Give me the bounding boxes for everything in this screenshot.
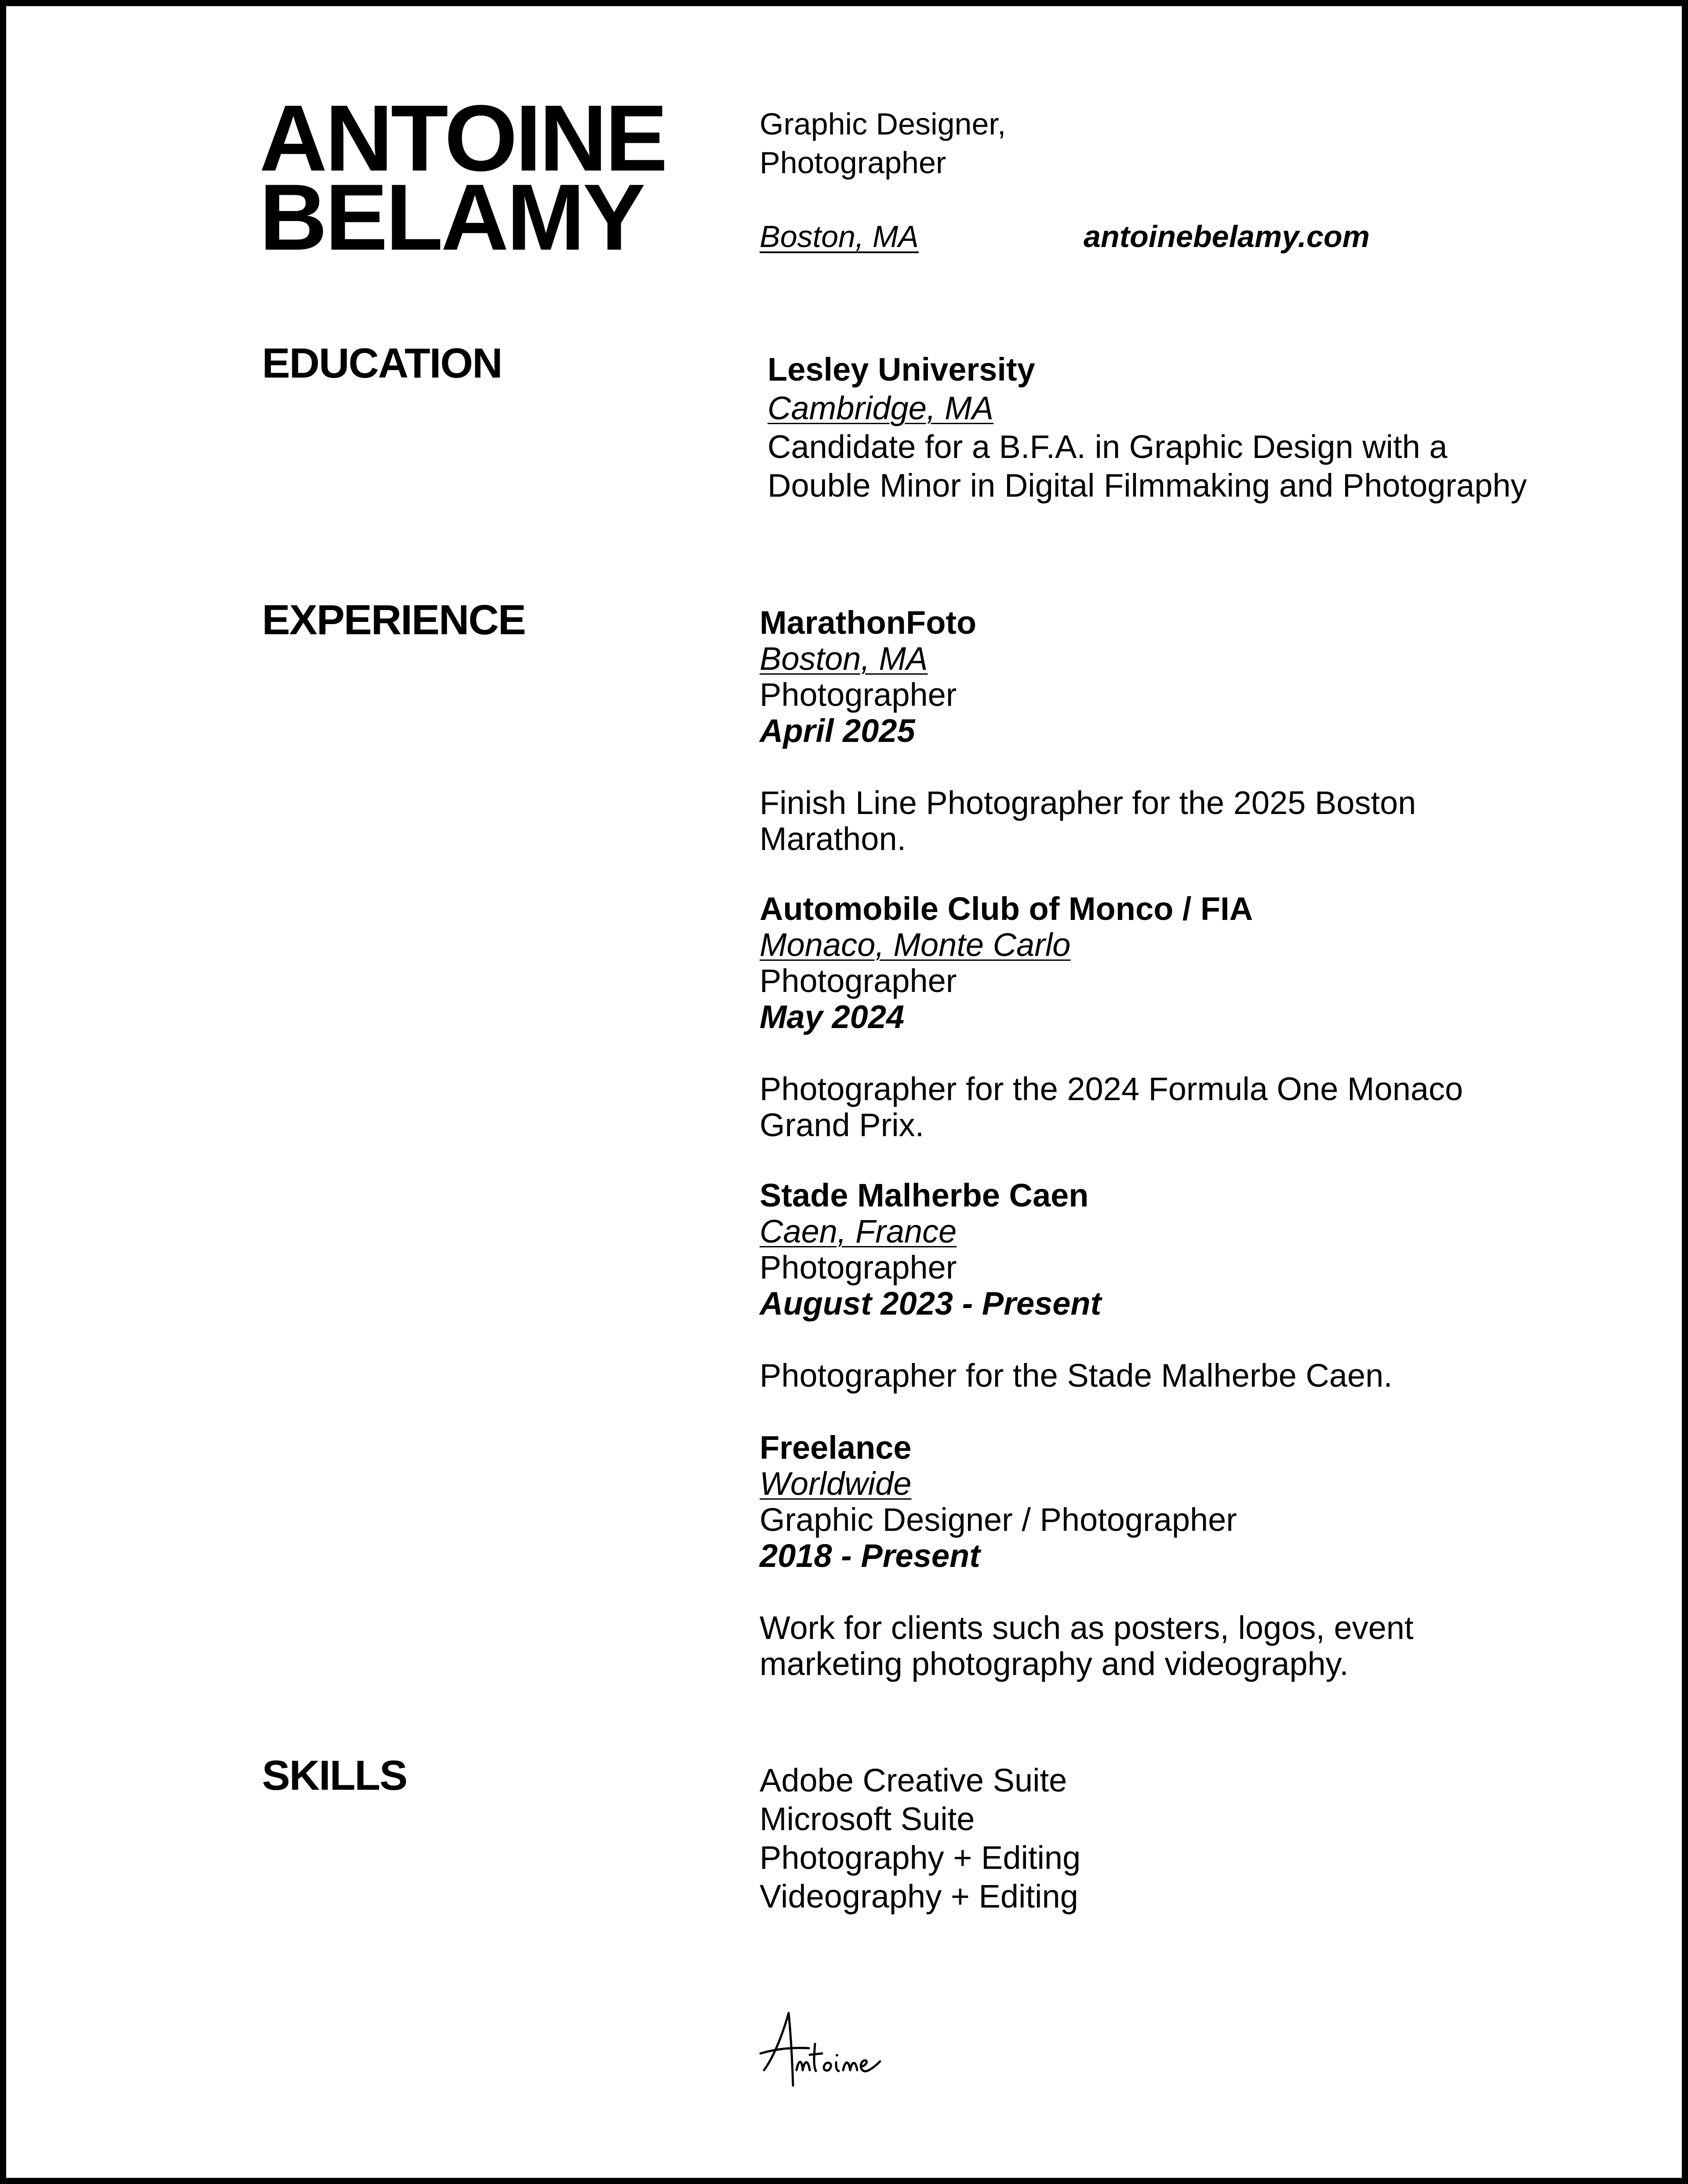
position-description <box>760 1071 1463 1143</box>
name-last: BELAMY <box>259 165 644 270</box>
employer-name: MarathonFoto <box>760 604 977 641</box>
skills-heading: SKILLS <box>262 1752 407 1799</box>
employer-location: Monaco, Monte Carlo <box>760 927 1071 963</box>
description-line-1: Finish Line Photographer for the 2025 Boston <box>760 785 1416 821</box>
skill-item: Videography + Editing <box>760 1878 1078 1915</box>
name-first: ANTOINE <box>259 86 666 191</box>
employer-location: Caen, France <box>760 1213 957 1250</box>
description-line-2: Marathon. <box>760 821 906 857</box>
employer-location: Boston, MA <box>760 640 928 677</box>
position-title: Graphic Designer / Photographer <box>760 1501 1237 1538</box>
employment-date: April 2025 <box>760 712 915 749</box>
job-title-line-1: Graphic Designer, <box>760 107 1006 141</box>
education-entry <box>768 350 1527 505</box>
position-description <box>760 1358 1393 1394</box>
institution-location: Cambridge, MA <box>768 390 994 426</box>
description-line-2: Grand Prix. <box>760 1107 924 1143</box>
position-description <box>760 1610 1414 1682</box>
experience-entry <box>760 1177 1393 1394</box>
description-line-1: Work for clients such as posters, logos, event <box>760 1610 1414 1646</box>
job-title <box>760 105 1006 182</box>
website-link[interactable]: antoinebelamy.com <box>1084 219 1370 254</box>
signature-icon <box>756 2004 888 2092</box>
employment-date: 2018 - Present <box>760 1537 980 1574</box>
employment-date: August 2023 - Present <box>760 1285 1102 1322</box>
position-title: Photographer <box>760 676 957 713</box>
position-title: Photographer <box>760 963 957 999</box>
experience-entry <box>760 891 1463 1143</box>
skill-item: Adobe Creative Suite <box>760 1762 1067 1799</box>
experience-entry <box>760 1430 1414 1682</box>
position-title: Photographer <box>760 1249 957 1286</box>
degree-line-1: Candidate for a B.F.A. in Graphic Design with a <box>768 429 1448 465</box>
description-line-1: Photographer for the 2024 Formula One Monaco <box>760 1071 1463 1107</box>
employer-location: Worldwide <box>760 1465 912 1502</box>
employment-date: May 2024 <box>760 999 905 1035</box>
employer-name: Stade Malherbe Caen <box>760 1177 1089 1214</box>
education-heading: EDUCATION <box>262 340 502 387</box>
header-location: Boston, MA <box>760 219 919 254</box>
position-description <box>760 785 1416 857</box>
institution-name: Lesley University <box>768 351 1035 388</box>
experience-entry <box>760 605 1416 857</box>
candidate-name <box>259 86 666 270</box>
experience-heading: EXPERIENCE <box>262 596 525 643</box>
description-line-1: Photographer for the Stade Malherbe Caen. <box>760 1357 1393 1394</box>
skill-item: Microsoft Suite <box>760 1801 975 1837</box>
employer-name: Freelance <box>760 1429 912 1466</box>
employer-name: Automobile Club of Monco / FIA <box>760 890 1253 927</box>
skills-list <box>760 1761 1080 1916</box>
job-title-line-2: Photographer <box>760 145 946 180</box>
skill-item: Photography + Editing <box>760 1839 1081 1876</box>
description-line-2: marketing photography and videography. <box>760 1646 1349 1682</box>
degree-line-2: Double Minor in Digital Filmmaking and Photography <box>768 467 1527 504</box>
